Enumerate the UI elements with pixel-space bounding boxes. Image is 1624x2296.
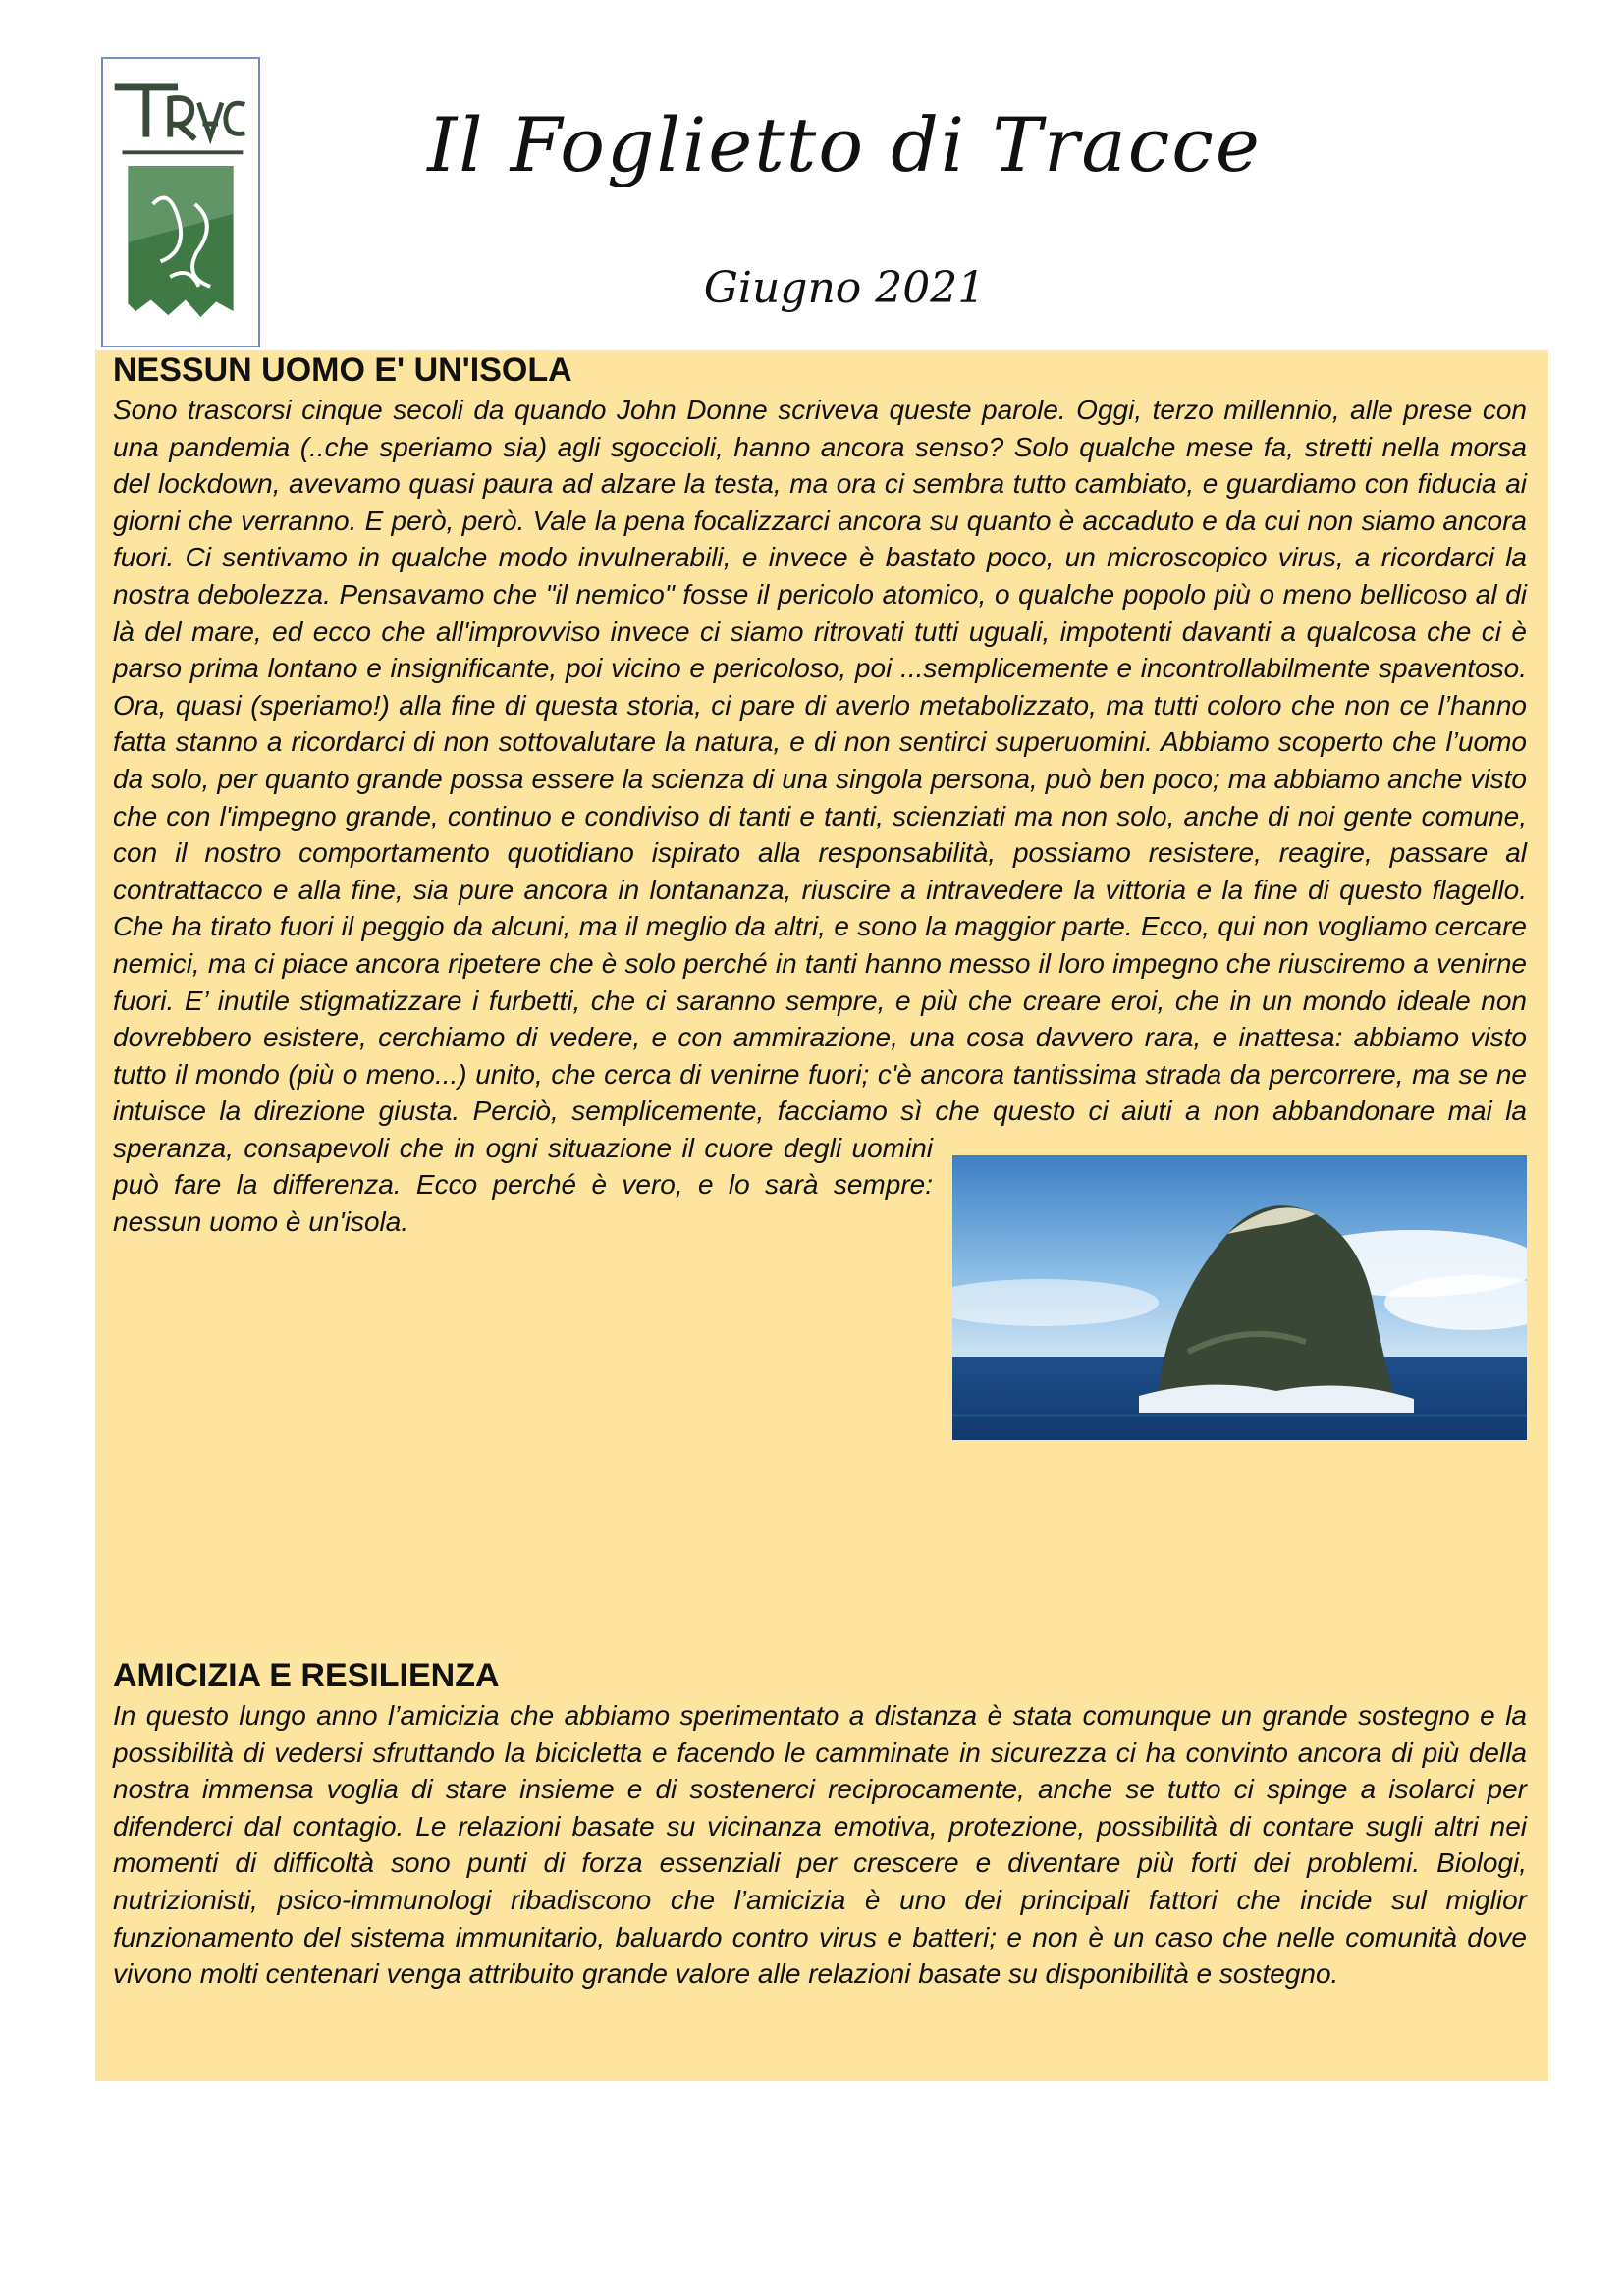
article-nessun-uomo xyxy=(113,350,1527,1440)
masthead-title: Il Foglietto di Tracce xyxy=(427,101,1262,188)
island-photo xyxy=(952,1155,1527,1440)
sea-rock-island-icon xyxy=(952,1155,1527,1440)
article-title: NESSUN UOMO E' UN'ISOLA xyxy=(113,351,572,389)
issue-date: Giugno 2021 xyxy=(703,263,986,313)
article-text: In questo lungo anno l’amicizia che abbiamo sperimentato a distanza è stata comunque un grande sostegno e la possibilità di vedersi sfruttando la bicicletta e facendo le camminate in sicurezza ci ha convinto ancora di più della nostra immensa voglia di stare insieme e di sostenerci reciprocamente, anche se tutto ci spinge a isolarci per difenderci dal contagio. Le relazioni basate su vicinanza emotiva, protezione, possibilità di contare sugli altri nei momenti di difficoltà sono punti di forza essenziali per crescere e diventare più forti dei problemi. Biologi, nutrizionisti, psico-immunologi ribadiscono che l’amicizia è uno dei principali fattori che incide sul miglior funzionamento del sistema immunitario, baluardo contro virus e batteri; e non è un caso che nelle comunità dove vivono molti centenari venga attribuito grande valore alle relazioni basate su disponibilità e sostegno. xyxy=(113,1700,1527,1990)
article-body xyxy=(113,1697,1527,1993)
article-amicizia xyxy=(113,1656,1527,1993)
article-title: AMICIZIA E RESILIENZA xyxy=(113,1657,500,1694)
tracce-logo-icon xyxy=(103,59,258,346)
content-panel xyxy=(95,350,1548,2081)
article-body xyxy=(113,392,1527,1241)
tracce-logo xyxy=(101,57,260,347)
article-text: Sono trascorsi cinque secoli da quando John Donne scriveva queste parole. Oggi, terzo millennio, alle prese con una pandemia (..che speriamo sia) agli sgoccioli, hanno ancora senso? Solo qualche mese fa, stretti nella morsa del lockdown, avevamo quasi paura ad alzare la testa, ma ora ci sembra tutto cambiato, e guardiamo con fiducia ai giorni che verranno. E però, però. Vale la pena focalizzarci ancora su quanto è accaduto e da cui non siamo ancora fuori. Ci sentivamo in qualche modo invulnerabili, e invece è bastato poco, un microscopico virus, a ricordarci la nostra debolezza. Pensavamo che "il nemico" fosse il pericolo atomico, o qualche popolo più o meno bellicoso al di là del mare, ed ecco che all'improvviso invece ci siamo ritrovati tutti uguali, impotenti davanti a qualcosa che ci è parso prima lontano e insignificante, poi vicino e pericoloso, poi ...semplicemente e incontrollabilmente spaventoso. Ora, quasi (speriamo!) alla fine di questa storia, ci pare di averlo metabolizzato, ma tutti coloro che non ce l’hanno fatta stanno a ricordarci di non sottovalutare la natura, e di non sentirci superuomini. Abbiamo scoperto che l’uomo da solo, per quanto grande possa essere la scienza di una singola persona, può ben poco; ma abbiamo anche visto che con l'impegno grande, continuo e condiviso di tanti e tanti, scienziati ma non solo, anche di noi gente comune, con il nostro comportamento quotidiano ispirato alla responsabilità, possiamo resistere, reagire, passare al contrattacco e alla fine, sia pure ancora in lontananza, riuscire a intravedere la vittoria e la fine di questo flagello. Che ha tirato fuori il peggio da alcuni, ma il meglio da altri, e sono la maggior parte. Ecco, qui non vogliamo cercare nemici, ma ci piace ancora ripetere che è solo perché in tanti hanno messo il loro impegno che riusciremo a venirne fuori. E’ inutile stigmatizzare i furbetti, che ci saranno sempre, e più che creare eroi, che in un mondo ideale non dovrebbero esistere, cerchiamo di vedere, e con ammirazione, una cosa davvero rara, e inattesa: abbiamo visto tutto il mondo (più o meno...) unito, che cerca di venirne fuori; c'è ancora tantissima strada da percorrere, ma se ne intuisce la direzione giusta. Perciò, semplicemente, facciamo sì che questo ci aiuti a non abbandonare mai la speranza, consapevoli che in ogni situazione il cuore degli uomini può fare la differenza. Ecco perché è vero, e lo sarà sempre: nessun uomo è un'isola. xyxy=(113,395,1527,1238)
